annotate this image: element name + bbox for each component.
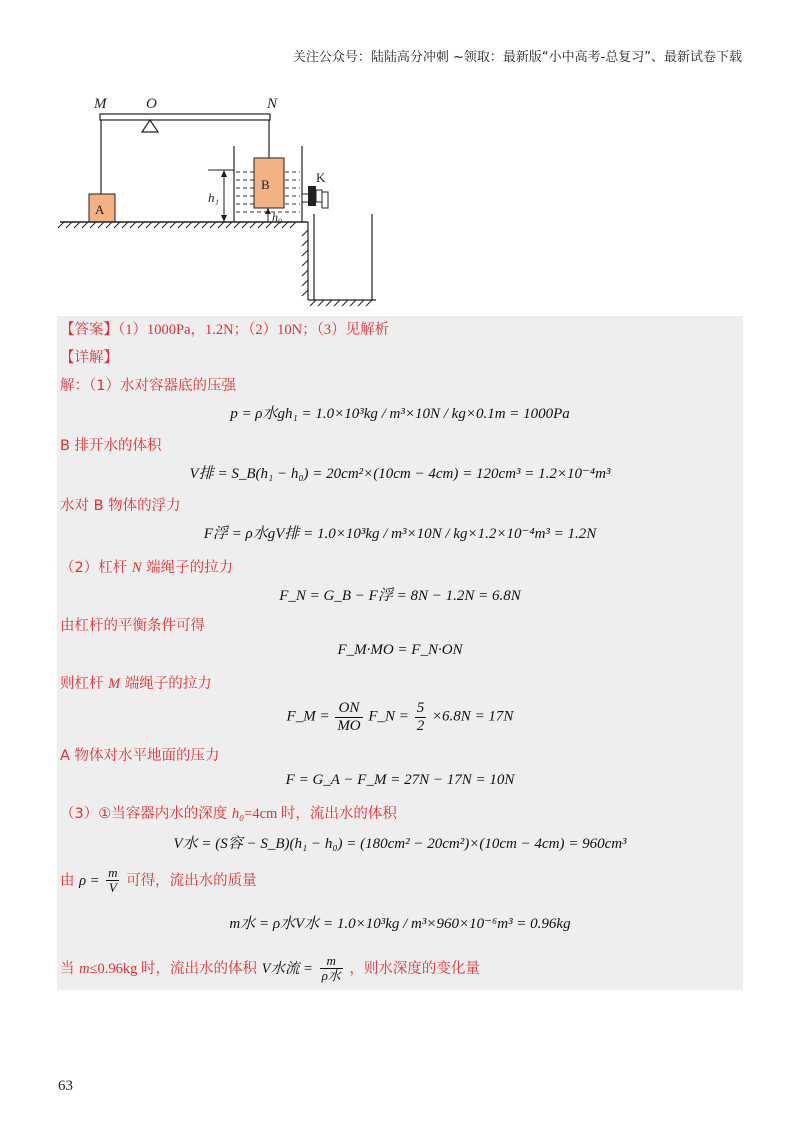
equation-displaced-volume: V排 = S_B(h₁ − h₀) = 20cm²×(10cm − 4cm) = 120cm³ = 1.2×10⁻⁴m³ bbox=[189, 466, 611, 482]
answer-line bbox=[60, 318, 389, 339]
line-3: 水对 B 物体的浮力 bbox=[60, 498, 181, 514]
lever-container-diagram bbox=[58, 90, 398, 310]
line-1: 解：（1）水对容器底的压强 bbox=[60, 378, 236, 394]
equation-pressure: p = ρ水gh₁ = 1.0×10³kg / m³×10N / kg×0.1m = 1000Pa bbox=[230, 406, 570, 422]
page-header: 关注公众号：陆陆高分冲刺 ~领取：最新版“小中高考-总复习”、最新试卷下载 bbox=[292, 50, 742, 65]
line-7: A 物体对水平地面的压力 bbox=[60, 748, 220, 764]
line-6: 则杠杆 M 端绳子的拉力 bbox=[60, 676, 212, 692]
line-4: （2）杠杆 N 端绳子的拉力 bbox=[60, 560, 234, 576]
equation-outflow-mass: m水 = ρ水V水 = 1.0×10³kg / m³×960×10⁻⁶m³ = 0.96kg bbox=[229, 916, 571, 932]
fulcrum bbox=[142, 120, 158, 132]
line-5: 由杠杆的平衡条件可得 bbox=[60, 618, 205, 634]
answer-tag: 【答案】 bbox=[60, 322, 118, 338]
label-O: O bbox=[146, 96, 157, 112]
equation-buoyancy: F浮 = ρ水gV排 = 1.0×10³kg / m³×10N / kg×1.2×10⁻⁴m³ = 1.2N bbox=[203, 526, 597, 542]
equation-tension-N: F_N = G_B − F浮 = 8N − 1.2N = 6.8N bbox=[279, 588, 521, 604]
label-K: K bbox=[316, 170, 326, 185]
line-10: 当 m≤0.96kg 时，流出水的体积 V水流 = $\frac{m}{\text{ρ水}}$ ，则水深度的变化量 bbox=[60, 953, 480, 984]
label-h0: h₀ bbox=[272, 210, 283, 224]
equation-lever-balance: F_M·MO = F_N·ON bbox=[337, 642, 463, 658]
page-number: 63 bbox=[58, 1078, 73, 1094]
valve-K bbox=[308, 186, 316, 206]
equation-outflow-volume: V水 = (S容 − S_B)(h₁ − h₀) = (180cm² − 20cm²)×(10cm − 4cm) = 960cm³ bbox=[173, 836, 627, 852]
detail-tag: 【详解】 bbox=[60, 350, 118, 366]
line-8: （3）①当容器内水的深度 h₀=4cm 时，流出水的体积 bbox=[60, 806, 397, 822]
label-A: A bbox=[95, 202, 105, 217]
label-M: M bbox=[94, 96, 107, 112]
equation-tension-M: F_M = $\frac{ON}{MO}$ F_N = $\frac{5}{2}$ ×6.8N = 17N bbox=[286, 700, 514, 734]
label-B: B bbox=[261, 177, 270, 192]
label-N: N bbox=[267, 96, 278, 112]
label-h1: h₁ bbox=[208, 190, 220, 205]
answer-text: （1）1000Pa，1.2N；（2）10N；（3）见解析 bbox=[118, 322, 390, 338]
line-9: 由 ρ = $\frac{m}{V}$ 可得，流出水的质量 bbox=[60, 865, 257, 896]
line-2: B 排开水的体积 bbox=[60, 438, 162, 454]
equation-pressure-force: F = G_A − F_M = 27N − 17N = 10N bbox=[285, 772, 515, 788]
